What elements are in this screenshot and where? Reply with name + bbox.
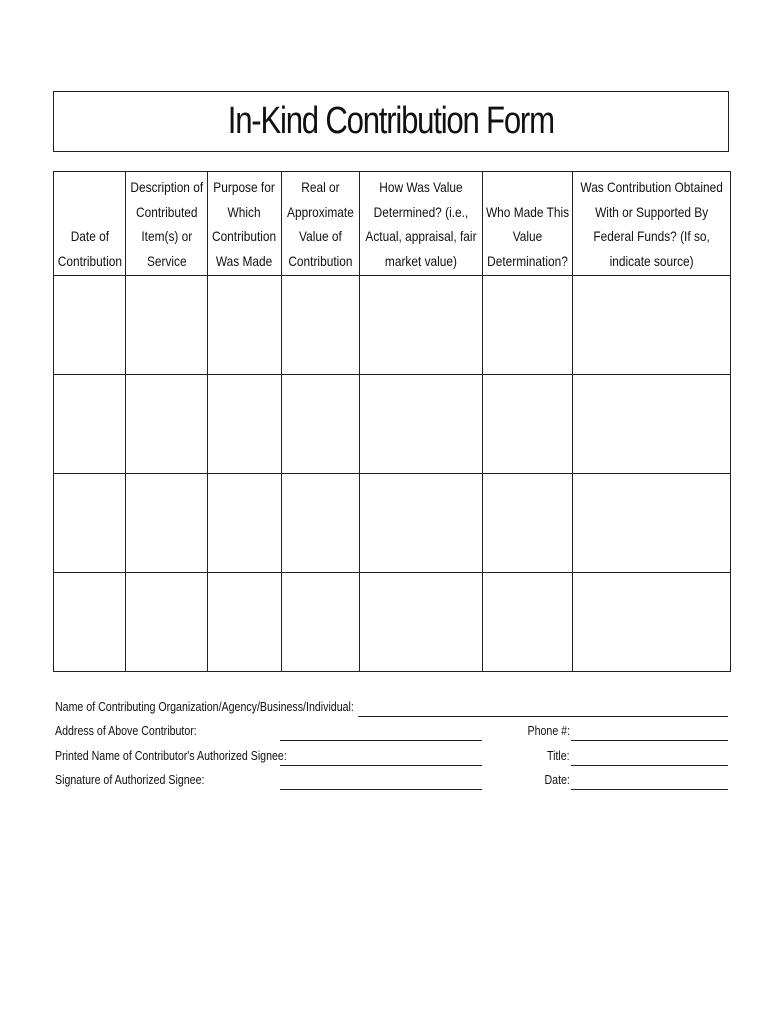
table-row <box>54 573 731 672</box>
table-cell[interactable] <box>54 375 126 474</box>
phone-field[interactable] <box>571 740 728 741</box>
printed-name-field[interactable] <box>280 765 482 766</box>
table-cell[interactable] <box>126 276 208 375</box>
table-cell[interactable] <box>483 276 573 375</box>
table-cell[interactable] <box>360 276 483 375</box>
table-cell[interactable] <box>126 375 208 474</box>
table-cell[interactable] <box>483 375 573 474</box>
table-cell[interactable] <box>126 474 208 573</box>
table-row <box>54 474 731 573</box>
date-label: Date: <box>544 773 570 787</box>
printed-name-label: Printed Name of Contributor's Authorized Signee: <box>55 749 287 763</box>
table-cell[interactable] <box>282 276 360 375</box>
table-cell[interactable] <box>54 474 126 573</box>
table-cell[interactable] <box>208 474 282 573</box>
signature-label: Signature of Authorized Signee: <box>55 773 205 787</box>
header-description: Description of Contributed Item(s) or Service <box>126 172 208 276</box>
table-cell[interactable] <box>483 474 573 573</box>
form-title-box <box>53 91 729 152</box>
header-value: Real or Approximate Value of Contribution <box>282 172 360 276</box>
table-cell[interactable] <box>282 573 360 672</box>
table-cell[interactable] <box>573 276 731 375</box>
table-cell[interactable] <box>126 573 208 672</box>
table-cell[interactable] <box>282 474 360 573</box>
table-header-row <box>54 172 731 276</box>
phone-label: Phone #: <box>527 724 570 738</box>
table-row <box>54 276 731 375</box>
title-field[interactable] <box>571 765 728 766</box>
table-cell[interactable] <box>360 375 483 474</box>
table-cell[interactable] <box>54 276 126 375</box>
table-cell[interactable] <box>573 474 731 573</box>
table-row <box>54 375 731 474</box>
table-cell[interactable] <box>360 474 483 573</box>
contribution-table <box>53 171 731 672</box>
table-cell[interactable] <box>208 375 282 474</box>
title-label: Title: <box>547 749 570 763</box>
table-cell[interactable] <box>208 276 282 375</box>
address-field[interactable] <box>280 740 482 741</box>
org-name-label: Name of Contributing Organization/Agency/Business/Individual: <box>55 700 354 714</box>
address-label: Address of Above Contributor: <box>55 724 197 738</box>
org-name-field[interactable] <box>358 716 728 717</box>
table-cell[interactable] <box>208 573 282 672</box>
header-who-determined: Who Made This Value Determination? <box>483 172 573 276</box>
table-cell[interactable] <box>360 573 483 672</box>
table-cell[interactable] <box>573 573 731 672</box>
table-cell[interactable] <box>54 573 126 672</box>
table-cell[interactable] <box>573 375 731 474</box>
form-title: In-Kind Contribution Form <box>227 100 554 142</box>
header-purpose: Purpose for Which Contribution Was Made <box>208 172 282 276</box>
header-how-determined: How Was Value Determined? (i.e., Actual, appraisal, fair market value) <box>360 172 483 276</box>
table-cell[interactable] <box>483 573 573 672</box>
date-field[interactable] <box>571 789 728 790</box>
header-date-of-contribution: Date of Contribution <box>54 172 126 276</box>
header-federal-funds: Was Contribution Obtained With or Supported By Federal Funds? (If so, indicate source) <box>573 172 731 276</box>
signature-field[interactable] <box>280 789 482 790</box>
table-cell[interactable] <box>282 375 360 474</box>
